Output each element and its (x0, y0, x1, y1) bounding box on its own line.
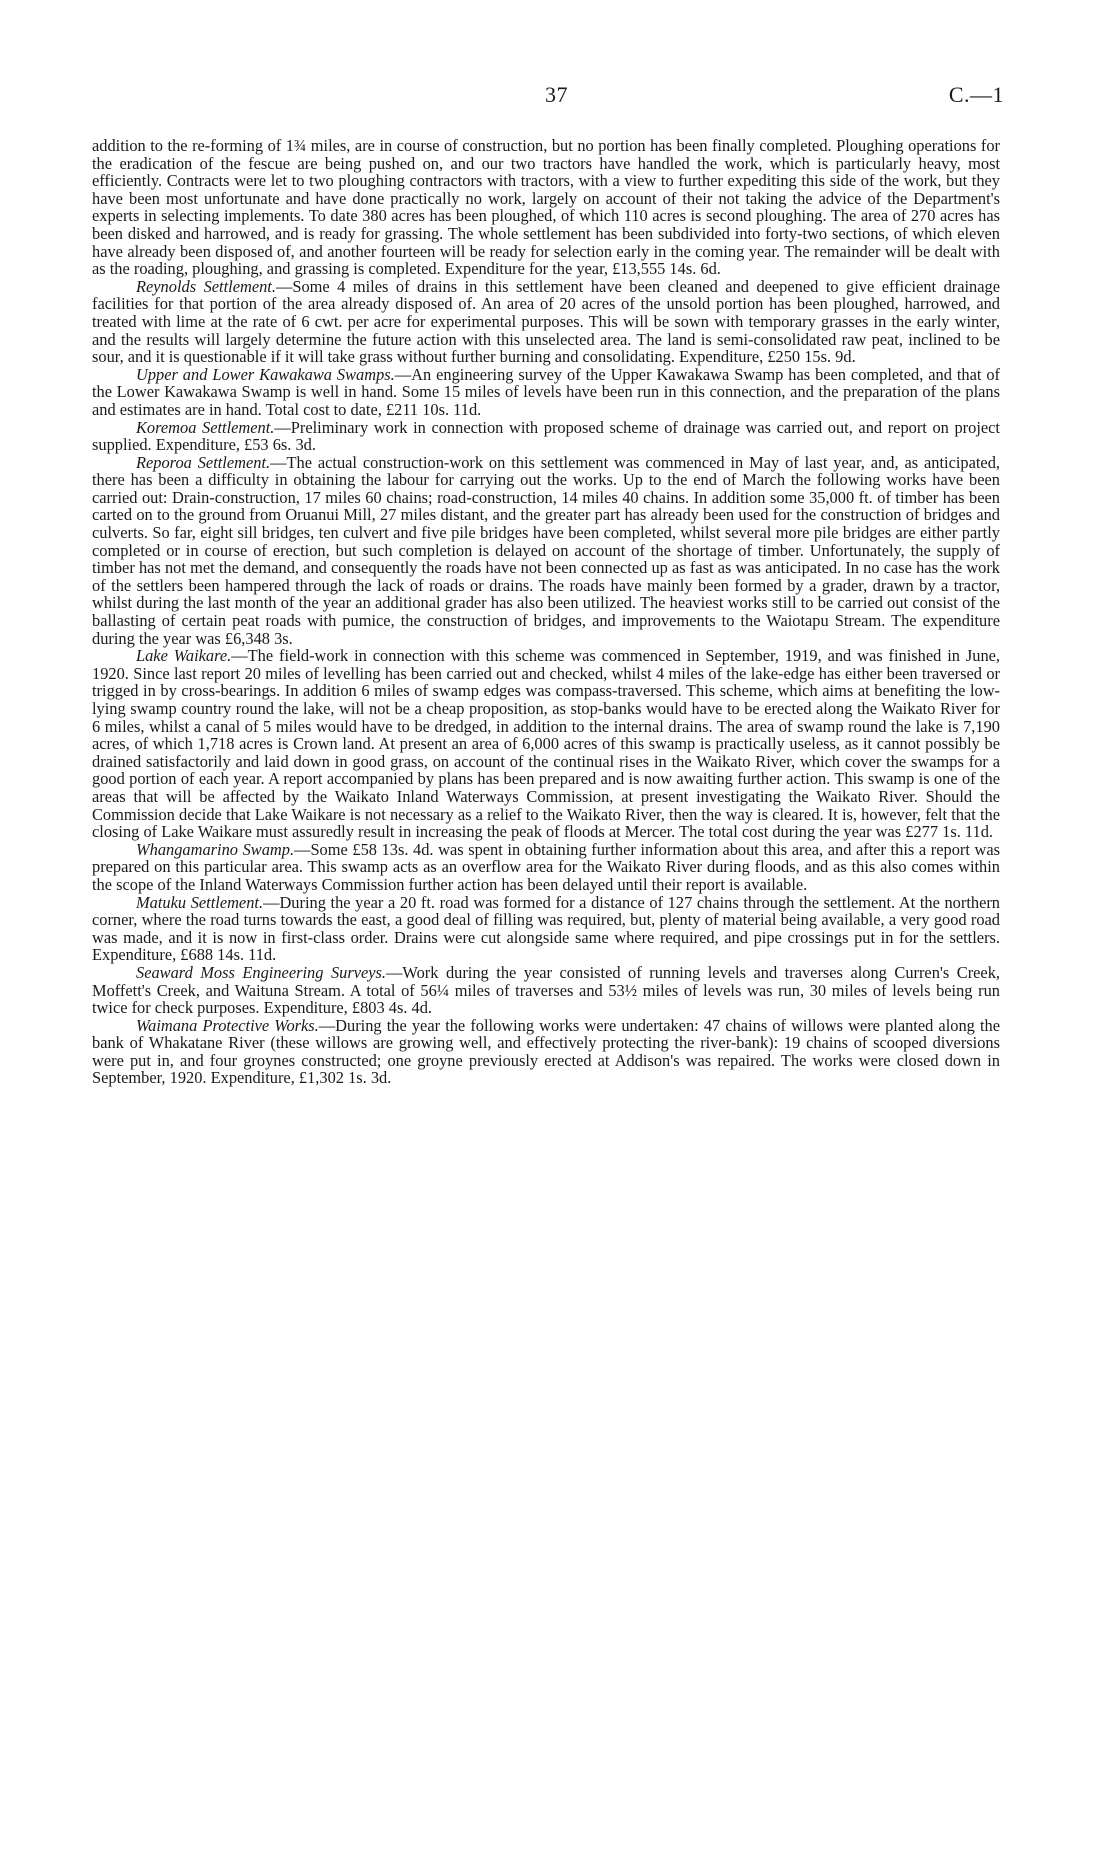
paragraph-text: —During the year the following works were undertaken: 47 chains of willows were planted along the bank of Whakatane River (these willows are growing well, and effectively protecting the river-bank): 19 chains of scooped diversions were put in, and four groynes constructed; one groyne previously erected at Addison's was repaired. The works were closed down in September, 1920. Expenditure, £1,302 1s. 3d. (92, 1015, 1000, 1088)
paragraph-reynolds-settlement (92, 278, 1000, 366)
paragraph-text: —Preliminary work in connection with proposed scheme of drainage was carried out, and report on project supplied. Expenditure, £53 6s. 3d. (92, 417, 1000, 455)
paragraph-seaward-moss-surveys (92, 964, 1000, 1017)
paragraph-text: —An engineering survey of the Upper Kawakawa Swamp has been completed, and that of the Lower Kawakawa Swamp is well in hand. Some 15 miles of levels have been run in this connection, and the preparation of the plans and estimates are in hand. Total cost to date, £211 10s. 11d. (92, 364, 1000, 419)
section-heading: Seaward Moss Engineering Surveys. (136, 962, 387, 982)
paragraph-kawakawa-swamps (92, 366, 1000, 419)
paragraph-lake-waikare (92, 647, 1000, 841)
section-heading: Upper and Lower Kawakawa Swamps. (136, 364, 395, 384)
page-header (0, 82, 1114, 112)
paragraph-text: —During the year a 20 ft. road was formed for a distance of 127 chains through the settlement. At the northern corner, where the road turns towards the east, a good deal of filling was required, but, plenty of material being available, a very good road was made, and it is now in first-class order. Drains were cut alongside same where required, and pipe crossings put in for the settlers. Expenditure, £688 14s. 11d. (92, 892, 1001, 965)
section-heading: Reporoa Settlement. (136, 452, 271, 472)
paragraph-matuku-settlement (92, 894, 1000, 964)
paragraph-text: —The field-work in connection with this scheme was commenced in September, 1919, and was finished in June, 1920. Since last report 20 miles of levelling has been carried out and checked, whilst 4 miles of the lake-edge has either been traversed or trigged in by cross-bearings. In addition 6 miles of swamp edges was compass-traversed. This scheme, which aims at benefiting the low-lying swamp country round the lake, will not be a cheap proposition, as stop-banks would have to be erected along the Waikato River for 6 miles, whilst a canal of 5 miles would have to be dredged, in addition to the internal drains. The area of swamp round the lake is 7,190 acres, of which 1,718 acres is Crown land. At present an area of 6,000 acres of this swamp is practically useless, as it cannot possibly be drained satisfactorily and laid down in good grass, on account of the continual rises in the Waikato River, which cover the swamps for a good portion of each year. A report accompanied by plans has been prepared and is now awaiting further action. This swamp is one of the areas that will be affected by the Waikato Inland Waterways Commission, at present investigating the Waikato River. Should the Commission decide that Lake Waikare is not necessary as a relief to the Waikato River, then the way is cleared. It is, however, felt that the closing of Lake Waikare must assuredly result in increasing the peak of floods at Mercer. The total cost during the year was £277 1s. 11d. (92, 646, 1001, 842)
paragraph-text: —Some £58 13s. 4d. was spent in obtaining further information about this area, and after this a report was prepared on this particular area. This swamp acts as an overflow area for the Waikato River during floods, and as this also comes within the scope of the Inland Waterways Commission further action has been delayed until their report is available. (92, 839, 1000, 894)
paragraph-reporoa-settlement (92, 454, 1000, 648)
paragraph-continuation (92, 137, 1000, 278)
paragraph-whangamarino-swamp (92, 841, 1000, 894)
section-heading: Matuku Settlement. (136, 892, 264, 912)
paragraph-waimana-protective-works (92, 1017, 1000, 1087)
page-number: 37 (545, 82, 568, 107)
section-heading: Whangamarino Swamp. (136, 839, 295, 859)
report-body (92, 137, 1000, 1087)
section-heading: Reynolds Settlement. (136, 276, 276, 296)
paragraph-text: —The actual construction-work on this settlement was commenced in May of last year, and, as anticipated, there has been a difficulty in obtaining the labour for carrying out the works. Up to the end of March the following works have been carried out: Drain-construction, 17 miles 60 chains; road-construction, 14 miles 40 chains. In addition some 35,000 ft. of timber has been carted on to the ground from Oruanui Mill, 27 miles distant, and the greater part has already been used for the construction of bridges and culverts. So far, eight sill bridges, ten culvert and five pile bridges have been completed, whilst several more pile bridges are either partly completed or in course of erection, but such completion is delayed on account of the shortage of timber. Unfortunately, the supply of timber has not met the demand, and consequently the roads have not been connected up as fast as was anticipated. In no case has the work of the settlers been hampered through the lack of roads or drains. The roads have mainly been formed by a grader, drawn by a tractor, whilst during the last month of the year an additional grader has also been utilized. The heaviest works still to be carried out consist of the ballasting of certain peat roads with pumice, the construction of bridges, and improvements to the Waiotapu Stream. The expenditure during the year was £6,348 3s. (92, 452, 1000, 648)
section-heading: Waimana Protective Works. (136, 1015, 319, 1035)
section-heading: Koremoa Settlement. (136, 417, 275, 437)
paragraph-text: —Some 4 miles of drains in this settlement have been cleaned and deepened to give efficient drainage facilities for that portion of the area already disposed of. An area of 20 acres of the unsold portion has been ploughed, harrowed, and treated with lime at the rate of 6 cwt. per acre for experimental purposes. This will be sown with temporary grasses in the early winter, and the results will largely determine the future action with this unselected area. The land is semi-consolidated raw peat, inclined to be sour, and it is questionable if it will take grass without further burning and consolidating. Expenditure, £250 15s. 9d. (92, 276, 1000, 367)
paragraph-text: —Work during the year consisted of running levels and traverses along Curren's Creek, Moffett's Creek, and Waituna Stream. A total of 56¼ miles of traverses and 53½ miles of levels was run, 30 miles of levels being run twice for check purposes. Expenditure, £803 4s. 4d. (92, 962, 1000, 1018)
document-code: C.—1 (948, 82, 1004, 107)
paragraph-text: addition to the re-forming of 1¾ miles, are in course of construction, but no portion has been finally completed. Ploughing operations for the eradication of the fescue are being pushed on, and our two tractors have handled the work, which is particularly heavy, most efficiently. Contracts were let to two ploughing contractors with tractors, with a view to further expediting this side of the work, but they have been most unfortunate and have done practically no work, largely on account of their not taking the advice of the Department's experts in selecting implements. To date 380 acres has been ploughed, of which 110 acres is second ploughing. The area of 270 acres has been disked and harrowed, and is ready for grassing. The whole settlement has been subdivided into forty-two sections, of which eleven have already been disposed of, and another fourteen will be ready for selection early in the coming year. The remainder will be dealt with as the roading, ploughing, and grassing is completed. Expenditure for the year, £13,555 14s. 6d. (92, 136, 1000, 279)
paragraph-koremoa-settlement (92, 419, 1000, 454)
section-heading: Lake Waikare. (136, 646, 232, 666)
